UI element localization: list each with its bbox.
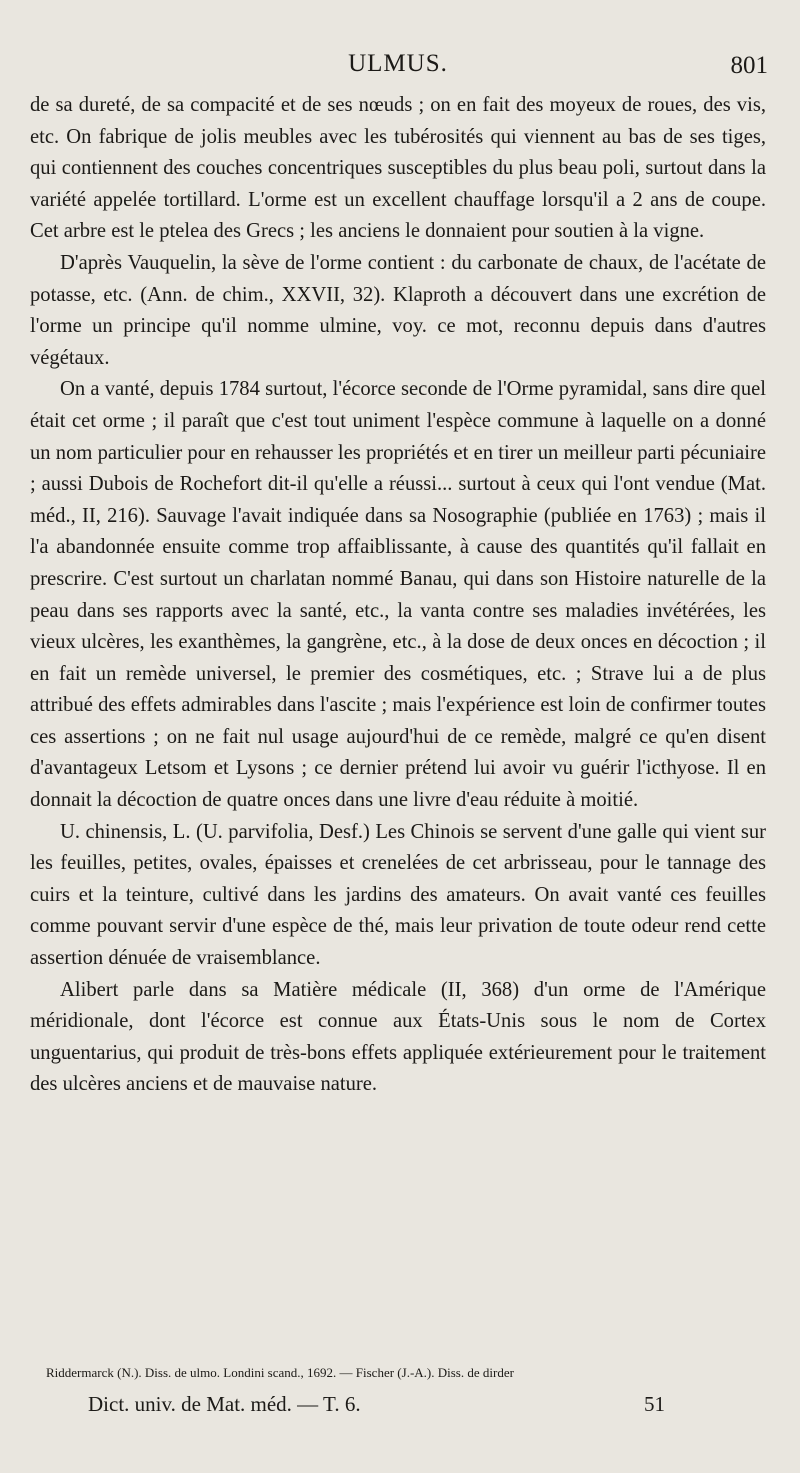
running-title: ULMUS. bbox=[348, 50, 448, 77]
paragraph-orme-pyramidal: On a vanté, depuis 1784 surtout, l'écorce seconde de l'Orme pyramidal, sans dire quel était cet orme ; il paraît que c'est tout uniment l'espèce commune à laquelle on a donné un nom particulier pour en rehausser les propriétés et en tirer un meilleur parti pécuniaire ; aussi Dubois de Rochefort dit-il qu'elle a réussi... surtout à ceux qui l'ont vendue (Mat. méd., II, 216). Sauvage l'avait indiquée dans sa Nosographie (publiée en 1763) ; mais il l'a abandonnée ensuite comme trop affaiblissante, à cause des quantités qu'il fallait en prescrire. C'est surtout un charlatan nommé Banau, qui dans son Histoire naturelle de la peau dans ses rapports avec la santé, etc., la vanta contre ses maladies invétérées, les vieux ulcères, les exanthèmes, la gangrène, etc., à la dose de deux onces en décoction ; il en fait un remède universel, le premier des cosmétiques, etc. ; Strave lui a de plus attribué des effets admirables dans l'ascite ; mais l'expérience est loin de confirmer toutes ces assertions ; on ne fait nul usage aujourd'hui de ce remède, malgré ce qu'en disent d'avantageux Letsom et Lysons ; ce dernier prétend lui avoir vu guérir l'icthyose. Il en donnait la décoction de quatre onces dans une livre d'eau réduite à moitié. bbox=[30, 378, 766, 812]
page-footer bbox=[88, 1392, 688, 1422]
paragraph-u-chinensis: U. chinensis, L. (U. parvifolia, Desf.) Les Chinois se servent d'une galle qui vient sur les feuilles, petites, ovales, épaisses et crenelées de cet arbrisseau, pour le tannage des cuirs et la teinture, cultivé dans les jardins des amateurs. On avait vanté ces feuilles comme pouvant servir d'une espèce de thé, mais leur privation de toute odeur rend cette assertion dénuée de vraisemblance. bbox=[30, 820, 766, 970]
paragraph-continuation: de sa dureté, de sa compacité et de ses nœuds ; on en fait des moyeux de roues, des vis, etc. On fabrique de jolis meubles avec les tubérosités qui viennent au bas de ses tiges, qui contiennent des couches concentriques susceptibles du plus beau poli, surtout dans la variété appelée tortillard. L'orme est un excellent chauffage lorsqu'il a 2 ans de coupe. Cet arbre est le ptelea des Grecs ; les anciens le donnaient pour soutien à la vigne. bbox=[30, 94, 766, 243]
body-text bbox=[30, 90, 766, 1101]
sheet-mark: 51 bbox=[644, 1392, 665, 1416]
paragraph-alibert: Alibert parle dans sa Matière médicale (II, 368) d'un orme de l'Amérique méridionale, dont l'écorce est connue aux États-Unis sous le nom de Cortex unguentarius, qui produit de très-bons effets appliquée extérieurement pour le traitement des ulcères anciens et de mauvaise nature. bbox=[30, 978, 766, 1096]
bibliography-footnote: Riddermarck (N.). Diss. de ulmo. Londini scand., 1692. — Fischer (J.-A.). Diss. de dirder bbox=[46, 1365, 514, 1380]
page-header bbox=[28, 50, 768, 84]
signature-line: Dict. univ. de Mat. méd. — T. 6. bbox=[88, 1392, 361, 1416]
page-number: 801 bbox=[730, 52, 768, 79]
paragraph-vauquelin: D'après Vauquelin, la sève de l'orme contient : du carbonate de chaux, de l'acétate de potasse, etc. (Ann. de chim., XXVII, 32). Klaproth a découvert dans une excrétion de l'orme un principe qu'il nomme ulmine, voy. ce mot, reconnu depuis dans d'autres végétaux. bbox=[30, 251, 766, 369]
